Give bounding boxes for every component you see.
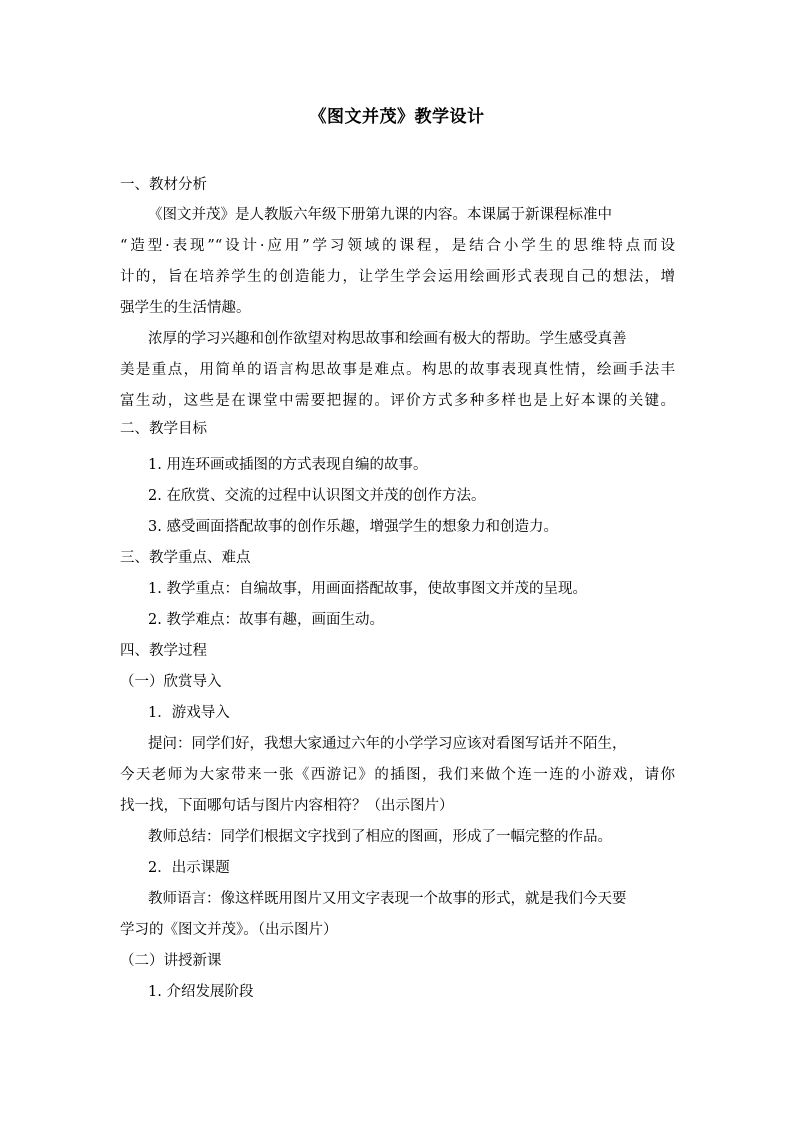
section-heading-teaching-goals: 二、教学目标 — [120, 421, 207, 437]
paragraph-line: 强学生的生活情趣。 — [120, 300, 251, 316]
subsection-heading-new-lesson: （二）讲授新课 — [120, 953, 222, 969]
paragraph-line: 今天老师为大家带来一张《西游记》的插图，我们来做个连一连的小游戏，请你 — [120, 767, 675, 783]
section-heading-textbook-analysis: 一、教材分析 — [120, 177, 207, 193]
list-item: 2．出示课题 — [148, 860, 230, 876]
paragraph-line: 《图文并茂》是人教版六年级下册第九课的内容。本课属于新课程标准中 — [148, 207, 612, 223]
paragraph-line: 学习的《图文并茂》。（出示图片） — [120, 922, 338, 938]
section-heading-key-points: 三、教学重点、难点 — [120, 550, 251, 566]
paragraph-line: 富生动，这些是在课堂中需要把握的。评价方式多种多样也是上好本课的关键。 — [120, 393, 675, 409]
list-item: 1. 用连环画或插图的方式表现自编的故事。 — [148, 457, 428, 473]
paragraph-line: 计的，旨在培养学生的创造能力，让学生学会运用绘画形式表现自己的想法，增 — [120, 269, 675, 285]
list-item: 1. 教学重点：自编故事，用画面搭配故事，使故事图文并茂的呈现。 — [148, 581, 587, 597]
list-item: 3. 感受画面搭配故事的创作乐趣，增强学生的想象力和创造力。 — [148, 519, 558, 535]
paragraph-line: 找一找，下面哪句话与图片内容相符？（出示图片） — [120, 798, 454, 814]
paragraph-line: 浓厚的学习兴趣和创作欲望对构思故事和绘画有极大的帮助。学生感受真善 — [148, 331, 627, 347]
paragraph-line: 美是重点，用简单的语言构思故事是难点。构思的故事表现真性情，绘画手法丰 — [120, 362, 675, 378]
paragraph-line: 提问：同学们好，我想大家通过六年的小学学习应该对看图写话并不陌生， — [148, 736, 627, 752]
paragraph-line: “造型·表现”“设计·应用”学习领域的课程，是结合小学生的思维特点而设 — [120, 238, 675, 254]
section-heading-teaching-process: 四、教学过程 — [120, 643, 207, 659]
paragraph-line: 教师语言：像这样既用图片又用文字表现一个故事的形式，就是我们今天要 — [148, 891, 627, 907]
list-item: 2. 在欣赏、交流的过程中认识图文并茂的创作方法。 — [148, 488, 486, 504]
subsection-heading-appreciation-intro: （一）欣赏导入 — [120, 674, 222, 690]
list-item: 2. 教学难点：故事有趣，画面生动。 — [148, 612, 384, 628]
list-item: 1. 介绍发展阶段 — [148, 984, 254, 1000]
document-title: 《图文并茂》教学设计 — [309, 107, 485, 127]
paragraph-line: 教师总结：同学们根据文字找到了相应的图画，形成了一幅完整的作品。 — [148, 829, 612, 845]
list-item: 1．游戏导入 — [148, 705, 230, 721]
